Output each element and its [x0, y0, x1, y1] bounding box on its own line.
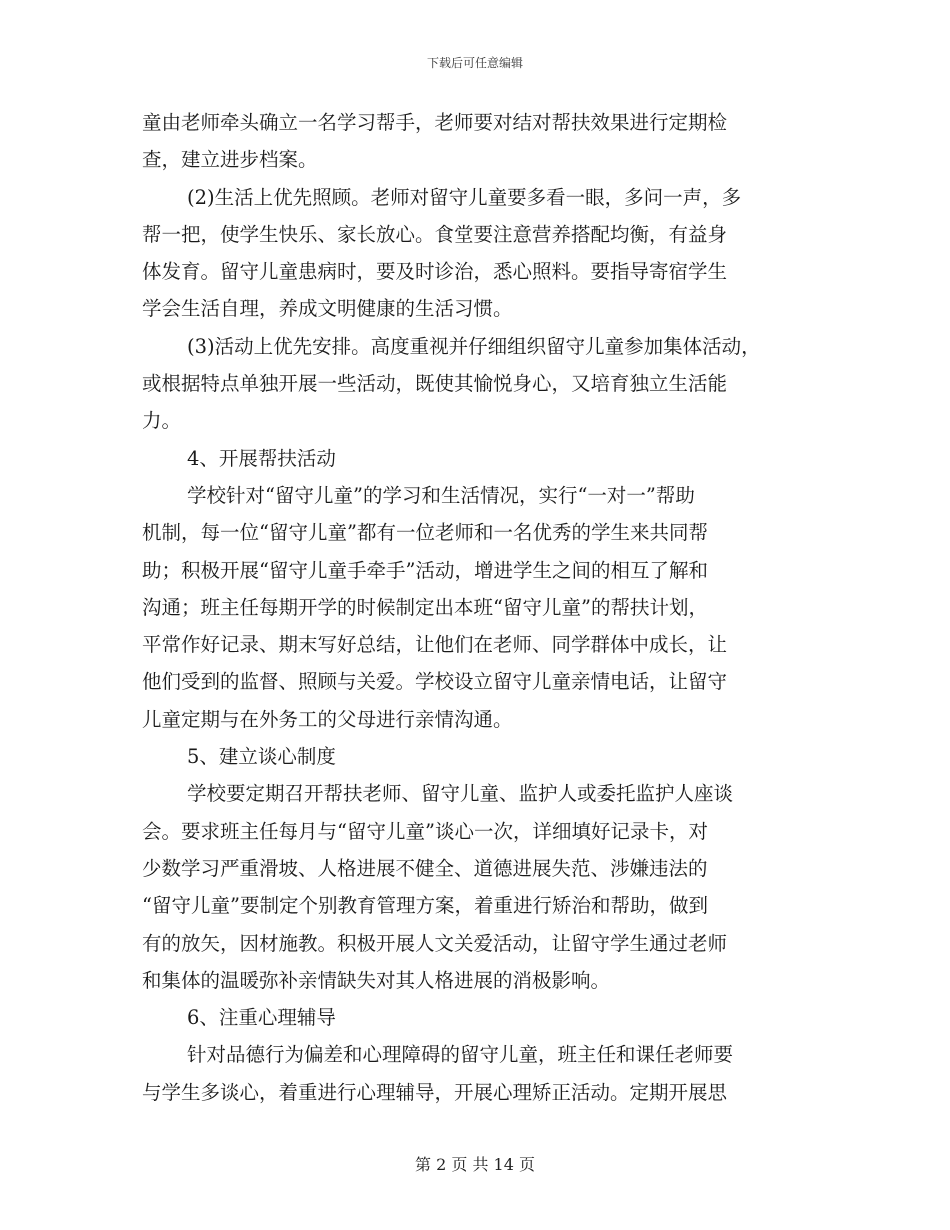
text-line: 或根据特点单独开展一些活动，既使其愉悦身心，又培育独立生活能: [142, 372, 728, 396]
page-footer: 第 2 页 共 14 页: [415, 1155, 535, 1174]
text-line: 和集体的温暖弥补亲情缺失对其人格进展的消极影响。: [142, 968, 611, 992]
text-line: (2)生活上优先照顾。老师对留守儿童要多看一眼，多问一声，多: [187, 185, 742, 209]
text-line: 助；积极开展“留守儿童手牵手”活动，增进学生之间的相互了解和: [142, 558, 708, 582]
text-line: 帮一把，使学生快乐、家长放心。食堂要注意营养搭配均衡，有益身: [142, 222, 728, 246]
text-line: 机制，每一位“留守儿童”都有一位老师和一名优秀的学生来共同帮: [142, 521, 708, 545]
text-line: 学会生活自理，养成文明健康的生活习惯。: [142, 297, 513, 321]
text-line: 5、建立谈心制度: [187, 745, 336, 769]
text-line: 儿童定期与在外务工的父母进行亲情沟通。: [142, 707, 513, 731]
text-line: 童由老师牵头确立一名学习帮手，老师要对结对帮扶效果进行定期检: [142, 111, 728, 134]
text-line: 学校针对“留守儿童”的学习和生活情况，实行“一对一”帮助: [187, 483, 695, 507]
document-body: [142, 104, 812, 1111]
text-line: 有的放矢，因材施教。积极开展人文关爱活动，让留守学生通过老师: [142, 931, 728, 955]
text-line: 6、注重心理辅导: [187, 1006, 336, 1030]
text-line: 4、开展帮扶活动: [187, 446, 336, 470]
text-line: 他们受到的监督、照顾与关爱。学校设立留守儿童亲情电话，让留守: [142, 670, 728, 694]
text-line: “留守儿童”要制定个别教育管理方案，着重进行矫治和帮助，做到: [142, 894, 708, 918]
text-line: 会。要求班主任每月与“留守儿童”谈心一次，详细填好记录卡，对: [142, 819, 708, 843]
text-line: 力。: [142, 409, 182, 433]
text-line: 平常作好记录、期末写好总结，让他们在老师、同学群体中成长，让: [142, 633, 728, 657]
text-line: 查，建立进步档案。: [142, 148, 318, 172]
text-line: 少数学习严重滑坡、人格进展不健全、道德进展失范、涉嫌违法的: [142, 856, 708, 880]
text-line: 沟通；班主任每期开学的时候制定出本班“留守儿童”的帮扶计划，: [142, 595, 708, 619]
text-line: (3)活动上优先安排。高度重视并仔细组织留守儿童参加集体活动，: [187, 334, 761, 358]
text-line: 针对品德行为偏差和心理障碍的留守儿童，班主任和课任老师要: [187, 1043, 734, 1067]
page-header: 下载后可任意编辑: [426, 56, 523, 70]
text-line: 学校要定期召开帮扶老师、留守儿童、监护人或委托监护人座谈: [187, 782, 734, 806]
text-line: 体发育。留守儿童患病时，要及时诊治，悉心照料。要指导寄宿学生: [142, 260, 728, 284]
text-line: 与学生多谈心，着重进行心理辅导，开展心理矫正活动。定期开展思: [142, 1080, 728, 1104]
